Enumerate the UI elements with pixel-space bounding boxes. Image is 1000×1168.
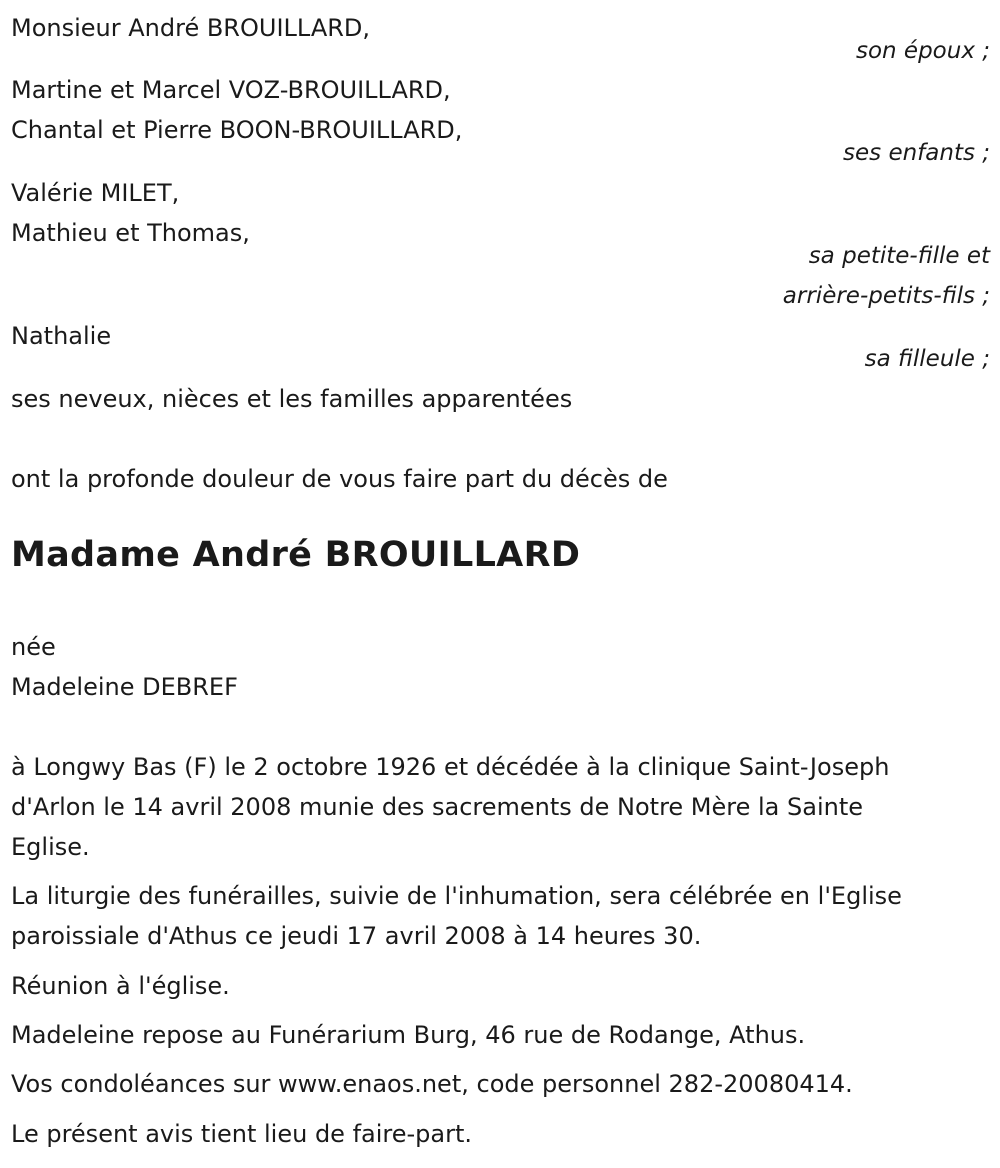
maiden-name: Madeleine DEBREF <box>11 673 238 701</box>
relatives-line: ses neveux, nièces et les familles apparentées <box>11 385 573 413</box>
grandchildren-role: arrière-petits-fils ; <box>782 283 990 309</box>
child-name: Martine et Marcel VOZ-BROUILLARD, <box>11 76 451 104</box>
nee-label: née <box>11 633 56 661</box>
great-grandchildren-names: Mathieu et Thomas, <box>11 219 250 247</box>
birth-death-text: d'Arlon le 14 avril 2008 munie des sacrements de Notre Mère la Sainte <box>11 793 864 821</box>
notice-text: Le présent avis tient lieu de faire-part. <box>11 1120 473 1148</box>
goddaughter-role: sa filleule ; <box>864 346 990 372</box>
deceased-name: Madame André BROUILLARD <box>11 535 581 575</box>
husband-name: Monsieur André BROUILLARD, <box>11 14 371 42</box>
funeral-text: paroissiale d'Athus ce jeudi 17 avril 2008 à 14 heures 30. <box>11 922 702 950</box>
children-role: ses enfants ; <box>843 140 990 166</box>
funerarium-text: Madeleine repose au Funérarium Burg, 46 rue de Rodange, Athus. <box>11 1021 806 1049</box>
birth-death-text: à Longwy Bas (F) le 2 octobre 1926 et décédée à la clinique Saint-Joseph <box>11 753 890 781</box>
meeting-text: Réunion à l'église. <box>11 972 230 1000</box>
announcement-line: ont la profonde douleur de vous faire part du décès de <box>11 465 668 493</box>
funeral-text: La liturgie des funérailles, suivie de l'inhumation, sera célébrée en l'Eglise <box>11 882 902 910</box>
birth-death-text: Eglise. <box>11 833 90 861</box>
husband-role: son époux ; <box>855 38 990 64</box>
grandchildren-role: sa petite-fille et <box>808 243 990 269</box>
goddaughter-name: Nathalie <box>11 322 112 350</box>
condolences-text: Vos condoléances sur www.enaos.net, code personnel 282-20080414. <box>11 1070 853 1098</box>
grandchild-name: Valérie MILET, <box>11 179 180 207</box>
child-name: Chantal et Pierre BOON-BROUILLARD, <box>11 116 463 144</box>
